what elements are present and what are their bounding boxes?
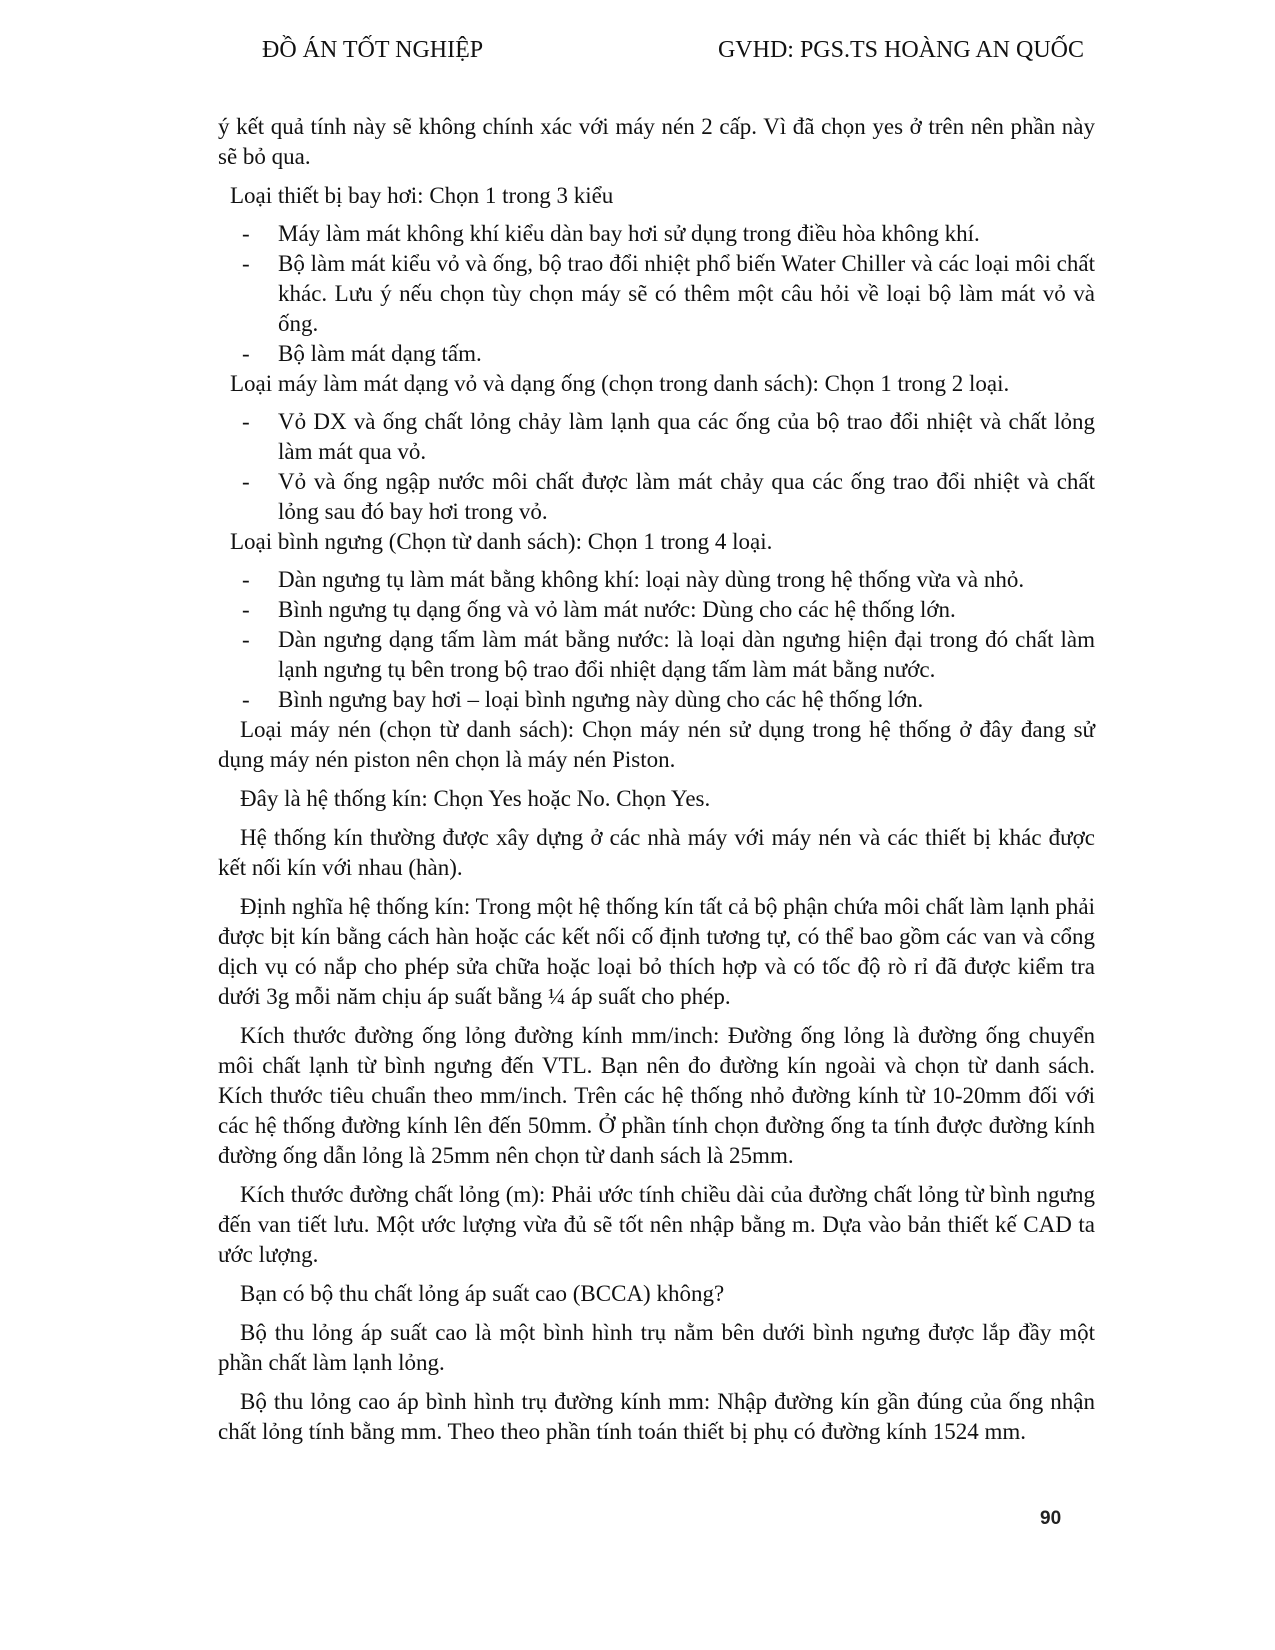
list-item: [218, 339, 1095, 369]
paragraph-receiver-description: Bộ thu lỏng áp suất cao là một bình hình trụ nằm bên dưới bình ngưng được lắp đầy một phần chất làm lạnh lỏng.: [218, 1320, 1095, 1375]
paragraph-closed-system: Đây là hệ thống kín: Chọn Yes hoặc No. Chọn Yes.: [240, 786, 711, 811]
evaporator-list: [218, 219, 1095, 369]
paragraph-closed-system-definition: Định nghĩa hệ thống kín: Trong một hệ thống kín tất cả bộ phận chứa môi chất làm lạnh phải được bịt kín bằng cách hàn hoặc các kết nối cố định tương tự, có thể bao gồm các van và cổng dịch vụ có nắp cho phép sửa chữa hoặc loại bỏ thích hợp và có tốc độ rò rỉ đã được kiểm tra dưới 3g mỗi năm chịu áp suất bằng ¼ áp suất cho phép.: [218, 894, 1095, 1009]
list-item: [218, 249, 1095, 339]
shell-tube-list: [218, 407, 1095, 527]
list-item-text: Bộ làm mát kiểu vỏ và ống, bộ trao đổi nhiệt phổ biến Water Chiller và các loại môi chất khác. Lưu ý nếu chọn tùy chọn máy sẽ có thêm một câu hỏi về loại bộ làm mát vỏ và ống.: [278, 251, 1095, 336]
paragraph-receiver-question: Bạn có bộ thu chất lỏng áp suất cao (BCCA) không?: [240, 1281, 725, 1306]
bullet-dash: -: [242, 341, 250, 366]
bullet-dash: -: [242, 597, 250, 622]
condenser-list: [218, 565, 1095, 715]
page-number: 90: [1040, 1508, 1062, 1529]
paragraph-liquid-pipe-size: Kích thước đường ống lỏng đường kính mm/inch: Đường ống lỏng là đường ống chuyển môi chất lạnh từ bình ngưng đến VTL. Bạn nên đo đường kín ngoài và chọn từ danh sách. Kích thước tiêu chuẩn theo mm/inch. Trên các hệ thống nhỏ đường kính từ 10-20mm đối với các hệ thống đường kính lên đến 50mm. Ở phần tính chọn đường ống ta tính được đường kính đường ống dẫn lỏng là 25mm nên chọn từ danh sách là 25mm.: [218, 1023, 1095, 1168]
list-item-text: Vỏ DX và ống chất lỏng chảy làm lạnh qua các ống của bộ trao đổi nhiệt và chất lỏng làm mát qua vỏ.: [278, 409, 1095, 464]
bullet-dash: -: [242, 567, 250, 592]
list-item-text: Bộ làm mát dạng tấm.: [278, 341, 482, 366]
paragraph-liquid-line-length: Kích thước đường chất lỏng (m): Phải ước tính chiều dài của đường chất lỏng từ bình ngưng đến van tiết lưu. Một ước lượng vừa đủ sẽ tốt nên nhập bằng m. Dựa vào bản thiết kế CAD ta ước lượng.: [218, 1182, 1095, 1267]
bullet-dash: -: [242, 251, 250, 276]
bullet-dash: -: [242, 687, 250, 712]
page-header: [262, 34, 1084, 66]
paragraph-compressor: Loại máy nén (chọn từ danh sách): Chọn máy nén sử dụng trong hệ thống ở đây đang sử dụng máy nén piston nên chọn là máy nén Piston.: [218, 717, 1095, 772]
list-item: [218, 565, 1095, 595]
condenser-heading: Loại bình ngưng (Chọn từ danh sách): Chọn 1 trong 4 loại.: [230, 529, 773, 554]
list-item-text: Dàn ngưng tụ làm mát bằng không khí: loại này dùng trong hệ thống vừa và nhỏ.: [278, 567, 1025, 592]
list-item-text: Bình ngưng bay hơi – loại bình ngưng này dùng cho các hệ thống lớn.: [278, 687, 924, 712]
bullet-dash: -: [242, 409, 250, 434]
list-item: [218, 685, 1095, 715]
header-thesis-title: ĐỒ ÁN TỐT NGHIỆP: [262, 37, 484, 63]
list-item: [218, 219, 1095, 249]
bullet-dash: -: [242, 627, 250, 652]
paragraph-closed-system-description: Hệ thống kín thường được xây dựng ở các nhà máy với máy nén và các thiết bị khác được kết nối kín với nhau (hàn).: [218, 825, 1095, 880]
list-item-text: Vỏ và ống ngập nước môi chất được làm mát chảy qua các ống trao đổi nhiệt và chất lỏng sau đó bay hơi trong vỏ.: [278, 469, 1095, 524]
paragraph-intro: ý kết quả tính này sẽ không chính xác với máy nén 2 cấp. Vì đã chọn yes ở trên nên phần này sẽ bỏ qua.: [218, 114, 1095, 169]
header-supervisor: GVHD: PGS.TS HOÀNG AN QUỐC: [717, 37, 1084, 63]
list-item-text: Máy làm mát không khí kiểu dàn bay hơi sử dụng trong điều hòa không khí.: [278, 221, 980, 246]
list-item: [218, 467, 1095, 527]
page-content: [218, 112, 1095, 1447]
list-item: [218, 407, 1095, 467]
shell-tube-heading: Loại máy làm mát dạng vỏ và dạng ống (chọn trong danh sách): Chọn 1 trong 2 loại.: [230, 371, 1010, 396]
list-item-text: Bình ngưng tụ dạng ống và vỏ làm mát nước: Dùng cho các hệ thống lớn.: [278, 597, 956, 622]
list-item-text: Dàn ngưng dạng tấm làm mát bằng nước: là loại dàn ngưng hiện đại trong đó chất làm lạnh ngưng tụ bên trong bộ trao đổi nhiệt dạng tấm làm mát bằng nước.: [278, 627, 1095, 682]
bullet-dash: -: [242, 221, 250, 246]
paragraph-receiver-diameter: Bộ thu lỏng cao áp bình hình trụ đường kính mm: Nhập đường kín gần đúng của ống nhận chất lỏng tính bằng mm. Theo theo phần tính toán thiết bị phụ có đường kính 1524 mm.: [218, 1389, 1095, 1444]
list-item: [218, 595, 1095, 625]
bullet-dash: -: [242, 469, 250, 494]
evaporator-heading: Loại thiết bị bay hơi: Chọn 1 trong 3 kiểu: [230, 183, 614, 208]
list-item: [218, 625, 1095, 685]
